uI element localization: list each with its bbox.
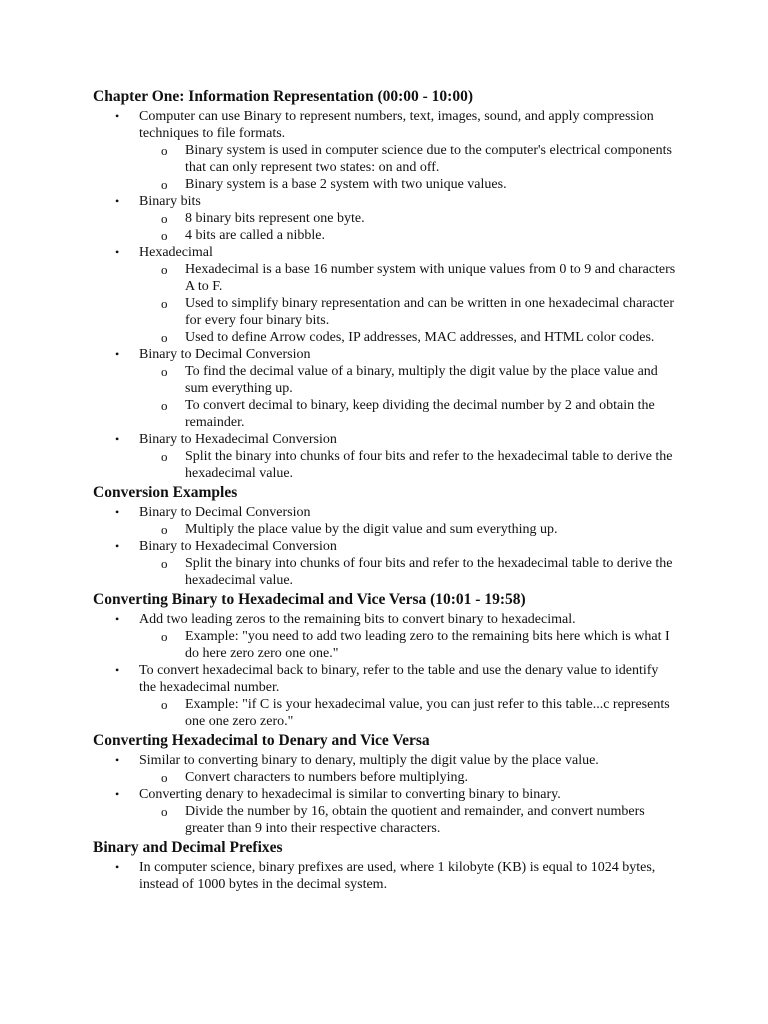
list-item-text: Add two leading zeros to the remaining bits to convert binary to hexadecimal.	[139, 612, 576, 627]
section-heading: Converting Binary to Hexadecimal and Vice Versa (10:01 - 19:58)	[93, 591, 526, 608]
sub-list-item	[139, 210, 678, 227]
sub-list-item	[139, 448, 678, 482]
list-item-text: To convert hexadecimal back to binary, refer to the table and use the denary value to identify the hexadecimal number.	[139, 663, 659, 695]
bullet-circle-icon: o	[161, 697, 168, 712]
section	[93, 88, 678, 482]
section	[93, 591, 678, 730]
list-item-text: Binary to Hexadecimal Conversion	[139, 539, 337, 554]
bullet-dot-icon: •	[115, 787, 120, 801]
sub-list-item-text: Multiply the place value by the digit value and sum everything up.	[185, 522, 558, 537]
sub-list-item-text: Used to simplify binary representation and can be written in one hexadecimal character for every four binary bits.	[185, 296, 675, 328]
list-item	[93, 504, 678, 538]
list-item	[93, 611, 678, 662]
sub-list-item-text: Binary system is used in computer science due to the computer's electrical components that can only represent two states: on and off.	[185, 143, 672, 175]
list-item-text: Converting denary to hexadecimal is similar to converting binary to binary.	[139, 787, 561, 802]
sub-bullet-list	[139, 142, 678, 193]
sub-bullet-list	[139, 803, 678, 837]
sub-list-item-text: Split the binary into chunks of four bits and refer to the hexadecimal table to derive the hexadecimal value.	[185, 449, 673, 481]
bullet-circle-icon: o	[161, 330, 168, 345]
list-item-text: Binary to Decimal Conversion	[139, 347, 311, 362]
bullet-dot-icon: •	[115, 505, 120, 519]
bullet-circle-icon: o	[161, 522, 168, 537]
sub-list-item-text: To find the decimal value of a binary, multiply the digit value by the place value and sum everything up.	[185, 364, 658, 396]
document-body	[93, 88, 678, 893]
list-item	[93, 244, 678, 346]
sub-bullet-list	[139, 448, 678, 482]
sub-list-item	[139, 363, 678, 397]
bullet-dot-icon: •	[115, 109, 120, 123]
bullet-dot-icon: •	[115, 432, 120, 446]
bullet-dot-icon: •	[115, 245, 120, 259]
sub-bullet-list	[139, 628, 678, 662]
sub-list-item	[139, 521, 678, 538]
bullet-dot-icon: •	[115, 194, 120, 208]
bullet-circle-icon: o	[161, 177, 168, 192]
section	[93, 484, 678, 589]
sub-list-item-text: To convert decimal to binary, keep dividing the decimal number by 2 and obtain the remainder.	[185, 398, 655, 430]
sub-list-item	[139, 803, 678, 837]
sub-list-item	[139, 142, 678, 176]
bullet-circle-icon: o	[161, 449, 168, 464]
bullet-dot-icon: •	[115, 539, 120, 553]
list-item	[93, 662, 678, 730]
bullet-list	[93, 504, 678, 589]
bullet-dot-icon: •	[115, 663, 120, 677]
sub-list-item	[139, 397, 678, 431]
bullet-circle-icon: o	[161, 296, 168, 311]
list-item	[93, 193, 678, 244]
sub-list-item-text: Hexadecimal is a base 16 number system with unique values from 0 to 9 and characters A to F.	[185, 262, 676, 294]
sub-list-item	[139, 176, 678, 193]
list-item	[93, 538, 678, 589]
list-item-text: Hexadecimal	[139, 245, 213, 260]
bullet-dot-icon: •	[115, 753, 120, 767]
sub-bullet-list	[139, 210, 678, 244]
sub-list-item	[139, 227, 678, 244]
sub-list-item	[139, 628, 678, 662]
list-item-text: In computer science, binary prefixes are used, where 1 kilobyte (KB) is equal to 1024 bytes, instead of 1000 bytes in the decimal system.	[139, 860, 656, 892]
sub-list-item	[139, 769, 678, 786]
sub-list-item-text: Convert characters to numbers before multiplying.	[185, 770, 469, 785]
sub-list-item	[139, 261, 678, 295]
section-heading: Binary and Decimal Prefixes	[93, 839, 283, 856]
sub-bullet-list	[139, 261, 678, 346]
list-item	[93, 786, 678, 837]
sub-list-item-text: 8 binary bits represent one byte.	[185, 211, 365, 226]
sub-bullet-list	[139, 696, 678, 730]
sub-bullet-list	[139, 555, 678, 589]
bullet-circle-icon: o	[161, 629, 168, 644]
bullet-dot-icon: •	[115, 860, 120, 874]
bullet-circle-icon: o	[161, 228, 168, 243]
bullet-circle-icon: o	[161, 556, 168, 571]
sub-list-item	[139, 555, 678, 589]
bullet-circle-icon: o	[161, 398, 168, 413]
sub-list-item-text: Divide the number by 16, obtain the quotient and remainder, and convert numbers greater than 9 into their respective characters.	[185, 804, 645, 836]
list-item-text: Binary to Hexadecimal Conversion	[139, 432, 337, 447]
bullet-list	[93, 611, 678, 730]
section-heading: Conversion Examples	[93, 484, 238, 501]
list-item	[93, 108, 678, 193]
bullet-circle-icon: o	[161, 364, 168, 379]
sub-bullet-list	[139, 769, 678, 786]
list-item	[93, 859, 678, 893]
bullet-circle-icon: o	[161, 804, 168, 819]
bullet-circle-icon: o	[161, 143, 168, 158]
list-item	[93, 752, 678, 786]
sub-list-item-text: Example: "you need to add two leading zero to the remaining bits here which is what I do here zero zero one one."	[185, 629, 670, 661]
list-item	[93, 431, 678, 482]
sub-list-item-text: Split the binary into chunks of four bits and refer to the hexadecimal table to derive the hexadecimal value.	[185, 556, 673, 588]
bullet-circle-icon: o	[161, 262, 168, 277]
sub-list-item-text: Binary system is a base 2 system with two unique values.	[185, 177, 507, 192]
bullet-dot-icon: •	[115, 612, 120, 626]
bullet-dot-icon: •	[115, 347, 120, 361]
sub-list-item	[139, 329, 678, 346]
sub-bullet-list	[139, 521, 678, 538]
list-item-text: Computer can use Binary to represent numbers, text, images, sound, and apply compression techniques to file formats.	[139, 109, 654, 141]
sub-list-item-text: 4 bits are called a nibble.	[185, 228, 325, 243]
list-item	[93, 346, 678, 431]
bullet-circle-icon: o	[161, 770, 168, 785]
section	[93, 732, 678, 837]
sub-list-item	[139, 696, 678, 730]
bullet-circle-icon: o	[161, 211, 168, 226]
list-item-text: Binary bits	[139, 194, 201, 209]
sub-list-item	[139, 295, 678, 329]
bullet-list	[93, 752, 678, 837]
sub-list-item-text: Example: "if C is your hexadecimal value, you can just refer to this table...c represents one one zero zero."	[185, 697, 670, 729]
list-item-text: Similar to converting binary to denary, multiply the digit value by the place value.	[139, 753, 599, 768]
list-item-text: Binary to Decimal Conversion	[139, 505, 311, 520]
section	[93, 839, 678, 893]
bullet-list	[93, 859, 678, 893]
section-heading: Chapter One: Information Representation (00:00 - 10:00)	[93, 88, 473, 105]
sub-list-item-text: Used to define Arrow codes, IP addresses, MAC addresses, and HTML color codes.	[185, 330, 655, 345]
bullet-list	[93, 108, 678, 482]
sub-bullet-list	[139, 363, 678, 431]
section-heading: Converting Hexadecimal to Denary and Vice Versa	[93, 732, 430, 749]
